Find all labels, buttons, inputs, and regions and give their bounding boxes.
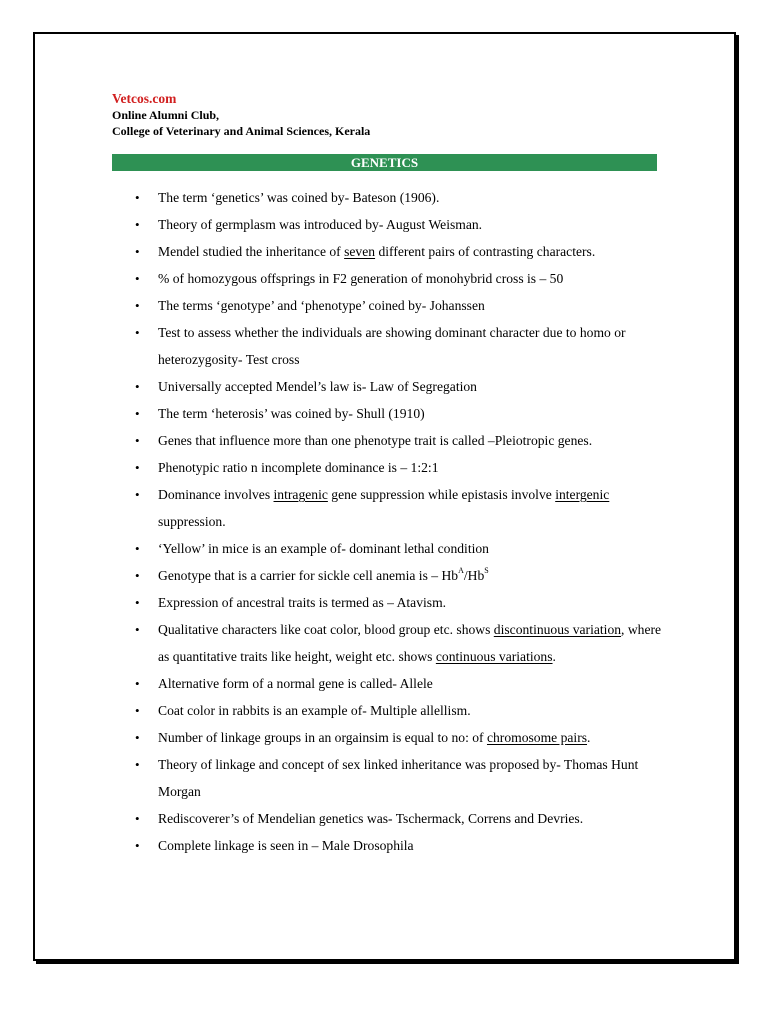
underlined-term: chromosome pairs xyxy=(486,730,588,745)
bullet-icon: • xyxy=(135,244,140,259)
item-text: % of homozygous offsprings in F2 generation of monohybrid cross is – 50 xyxy=(158,271,564,286)
bullet-icon: • xyxy=(135,406,140,421)
bullet-icon: • xyxy=(135,838,140,853)
list-item xyxy=(112,805,672,832)
underlined-term: intragenic xyxy=(273,487,328,502)
college-name: College of Veterinary and Animal Sciences, Kerala xyxy=(112,124,371,138)
list-item xyxy=(112,211,672,238)
list-item xyxy=(112,292,672,319)
list-item xyxy=(112,562,672,589)
fact-list xyxy=(112,184,672,859)
bullet-icon: • xyxy=(135,703,140,718)
site-name: Vetcos.com xyxy=(112,91,177,106)
item-text: Theory of germplasm was introduced by- August Weisman. xyxy=(158,217,483,232)
bullet-icon: • xyxy=(135,217,140,232)
item-text: , where as quantitative traits like height, weight etc. shows xyxy=(158,622,662,664)
superscript-text: S xyxy=(484,566,489,576)
bullet-icon: • xyxy=(135,568,140,583)
item-text: Number of linkage groups in an orgainsim is equal to no: of xyxy=(158,730,487,745)
item-text: The term ‘genetics’ was coined by- Bateson (1906). xyxy=(158,190,440,205)
bullet-icon: • xyxy=(135,271,140,286)
item-text: Genotype that is a carrier for sickle cell anemia is – Hb xyxy=(158,568,459,583)
list-item xyxy=(112,481,672,535)
list-item xyxy=(112,184,672,211)
item-text: Test to assess whether the individuals are showing dominant character due to homo or heterozygosity- Test cross xyxy=(158,325,626,367)
item-text: Complete linkage is seen in – Male Drosophila xyxy=(158,838,414,853)
superscript-text: A xyxy=(458,566,464,576)
bullet-icon: • xyxy=(135,190,140,205)
item-text: . xyxy=(552,649,556,664)
item-text: Genes that influence more than one phenotype trait is called –Pleiotropic genes. xyxy=(158,433,593,448)
bullet-icon: • xyxy=(135,622,140,637)
list-item xyxy=(112,616,672,670)
section-title: GENETICS xyxy=(112,154,657,171)
item-text: Coat color in rabbits is an example of- Multiple allellism. xyxy=(158,703,471,718)
bullet-icon: • xyxy=(135,676,140,691)
list-item xyxy=(112,589,672,616)
item-text: ‘Yellow’ in mice is an example of- dominant lethal condition xyxy=(158,541,489,556)
bullet-icon: • xyxy=(135,730,140,745)
bullet-icon: • xyxy=(135,811,140,826)
list-item xyxy=(112,454,672,481)
club-name: Online Alumni Club, xyxy=(112,108,220,122)
list-item xyxy=(112,670,672,697)
item-text: Dominance involves xyxy=(158,487,274,502)
item-text: . xyxy=(587,730,591,745)
item-text: /Hb xyxy=(463,568,485,583)
bullet-icon: • xyxy=(135,460,140,475)
list-item xyxy=(112,373,672,400)
item-text: The term ‘heterosis’ was coined by- Shull (1910) xyxy=(158,406,425,421)
underlined-term: seven xyxy=(344,244,376,259)
item-text: Phenotypic ratio n incomplete dominance is – 1:2:1 xyxy=(158,460,439,475)
list-item xyxy=(112,319,672,373)
list-item xyxy=(112,724,672,751)
item-text: gene suppression while epistasis involve xyxy=(327,487,556,502)
item-text: Alternative form of a normal gene is called- Allele xyxy=(158,676,433,691)
item-text: Rediscoverer’s of Mendelian genetics was- Tschermack, Correns and Devries. xyxy=(158,811,584,826)
underlined-term: intergenic xyxy=(555,487,610,502)
item-text: Mendel studied the inheritance of xyxy=(158,244,345,259)
bullet-icon: • xyxy=(135,757,140,772)
list-item xyxy=(112,751,672,805)
list-item xyxy=(112,832,672,859)
item-text: Expression of ancestral traits is termed as – Atavism. xyxy=(158,595,447,610)
list-item xyxy=(112,697,672,724)
item-text: suppression. xyxy=(158,514,226,529)
item-text: Universally accepted Mendel’s law is- Law of Segregation xyxy=(158,379,477,394)
bullet-icon: • xyxy=(135,595,140,610)
list-item xyxy=(112,265,672,292)
bullet-icon: • xyxy=(135,487,140,502)
bullet-icon: • xyxy=(135,325,140,340)
underlined-term: continuous variations xyxy=(435,649,553,664)
bullet-icon: • xyxy=(135,298,140,313)
item-text: Qualitative characters like coat color, blood group etc. shows xyxy=(158,622,494,637)
list-item xyxy=(112,427,672,454)
bullet-icon: • xyxy=(135,541,140,556)
list-item xyxy=(112,535,672,562)
underlined-term: discontinuous variation xyxy=(493,622,622,637)
list-item xyxy=(112,238,672,265)
bullet-icon: • xyxy=(135,433,140,448)
item-text: Theory of linkage and concept of sex linked inheritance was proposed by- Thomas Hunt Morgan xyxy=(158,757,639,799)
document-header xyxy=(112,91,370,139)
item-text: The terms ‘genotype’ and ‘phenotype’ coined by- Johanssen xyxy=(158,298,485,313)
bullet-icon: • xyxy=(135,379,140,394)
item-text: different pairs of contrasting characters. xyxy=(375,244,596,259)
list-item xyxy=(112,400,672,427)
